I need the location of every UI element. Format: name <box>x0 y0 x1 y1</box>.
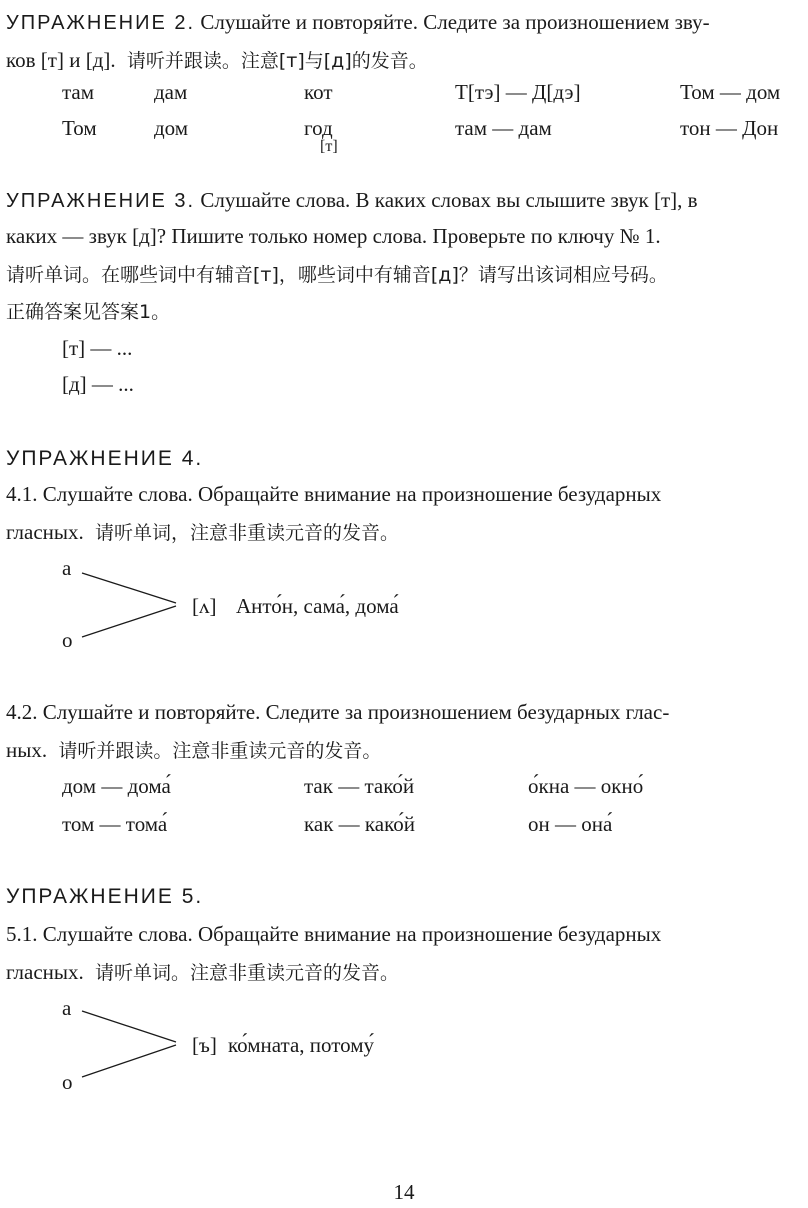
ex4-2-line1: 4.2. Слушайте и повторяйте. Следите за произношением безударных глас- <box>6 700 670 724</box>
ex2-word: там — дам <box>455 116 552 140</box>
ex4-pair: как — како́й <box>304 812 415 836</box>
ex5-diagram-vowel-o: о <box>62 1070 73 1094</box>
ex4-pair: так — тако́й <box>304 774 415 798</box>
ex5-1-line1: 5.1. Слушайте слова. Обращайте внимание на произношение безударных <box>6 922 662 946</box>
ex3-answer-d: [д] — ... <box>62 372 134 396</box>
ex2-pronunciation-note: [т] <box>320 138 338 155</box>
ex4-2-line2-ru: ных. <box>6 738 48 762</box>
ex4-title: УПРАЖНЕНИЕ 4. <box>6 447 204 470</box>
ex2-word: Том — дом <box>680 80 781 104</box>
ex2-word: Том <box>62 116 97 140</box>
ex3-header-line <box>6 188 698 213</box>
ex2-instruction: Слушайте и повторяйте. Следите за произношением зву- <box>200 10 710 34</box>
ex3-instruction: Слушайте слова. В каких словах вы слышите звук [т], в <box>200 188 698 212</box>
ex4-diagram-vowel-a: а <box>62 556 72 580</box>
ex2-instruction-cont: ков [т] и [д]. <box>6 48 116 72</box>
ex4-pair: он — она́ <box>528 812 613 836</box>
ex4-pair: дом — дома́ <box>62 774 171 798</box>
ex4-2-line2-cn: 请听并跟读。注意非重读元音的发音。 <box>58 740 382 762</box>
ex2-instruction-cn: 请听并跟读。注意[т]与[д]的发音。 <box>126 50 428 72</box>
ex2-header-line <box>6 10 710 35</box>
ex3-answer-t: [т] — ... <box>62 336 133 360</box>
ex4-merge-lines <box>80 570 180 642</box>
ex4-2-line2 <box>6 736 381 763</box>
ex2-word: тон — Дон <box>680 116 779 140</box>
ex4-diagram-words: Анто́н, сама́, дома́ <box>236 594 399 618</box>
ex2-word: там <box>62 80 95 104</box>
ex4-1-line2-ru: гласных. <box>6 520 84 544</box>
ex3-line4-cn: 正确答案见答案1。 <box>6 301 171 323</box>
ex3-line3-cn: 请听单词。在哪些词中有辅音[т]，哪些词中有辅音[д]？请写出该词相应号码。 <box>6 264 668 286</box>
ex4-diagram-vowel-o: о <box>62 628 73 652</box>
ex2-line2 <box>6 46 428 73</box>
ex4-1-line2 <box>6 518 399 545</box>
ex5-merge-lines <box>80 1008 180 1082</box>
ex5-title: УПРАЖНЕНИЕ 5. <box>6 885 204 908</box>
ex2-word: дом <box>154 116 189 140</box>
ex3-title: УПРАЖНЕНИЕ 3. <box>6 190 196 212</box>
ex4-pair: о́кна — окно́ <box>528 774 644 798</box>
ex4-1-line1: 4.1. Слушайте слова. Обращайте внимание на произношение безударных <box>6 482 662 506</box>
ex2-word: дам <box>154 80 188 104</box>
page-number: 14 <box>393 1180 415 1204</box>
ex4-diagram-sound: [ʌ] <box>192 594 217 618</box>
ex5-diagram-words: ко́мната, потому́ <box>228 1033 375 1057</box>
ex5-1-line2-cn: 请听单词。注意非重读元音的发音。 <box>95 962 400 984</box>
ex5-diagram-sound: [ъ] <box>192 1033 217 1057</box>
ex2-word: год <box>304 116 333 140</box>
ex5-1-line2 <box>6 958 399 985</box>
ex2-word: Т[тэ] — Д[дэ] <box>455 80 581 104</box>
ex2-word: кот <box>304 80 333 104</box>
ex4-pair: том — тома́ <box>62 812 168 836</box>
ex3-line2: каких — звук [д]? Пишите только номер слова. Проверьте по ключу № 1. <box>6 224 661 248</box>
ex5-1-line2-ru: гласных. <box>6 960 84 984</box>
ex4-1-line2-cn: 请听单词，注意非重读元音的发音。 <box>95 522 400 544</box>
ex5-diagram-vowel-a: а <box>62 996 72 1020</box>
ex2-title: УПРАЖНЕНИЕ 2. <box>6 12 196 34</box>
